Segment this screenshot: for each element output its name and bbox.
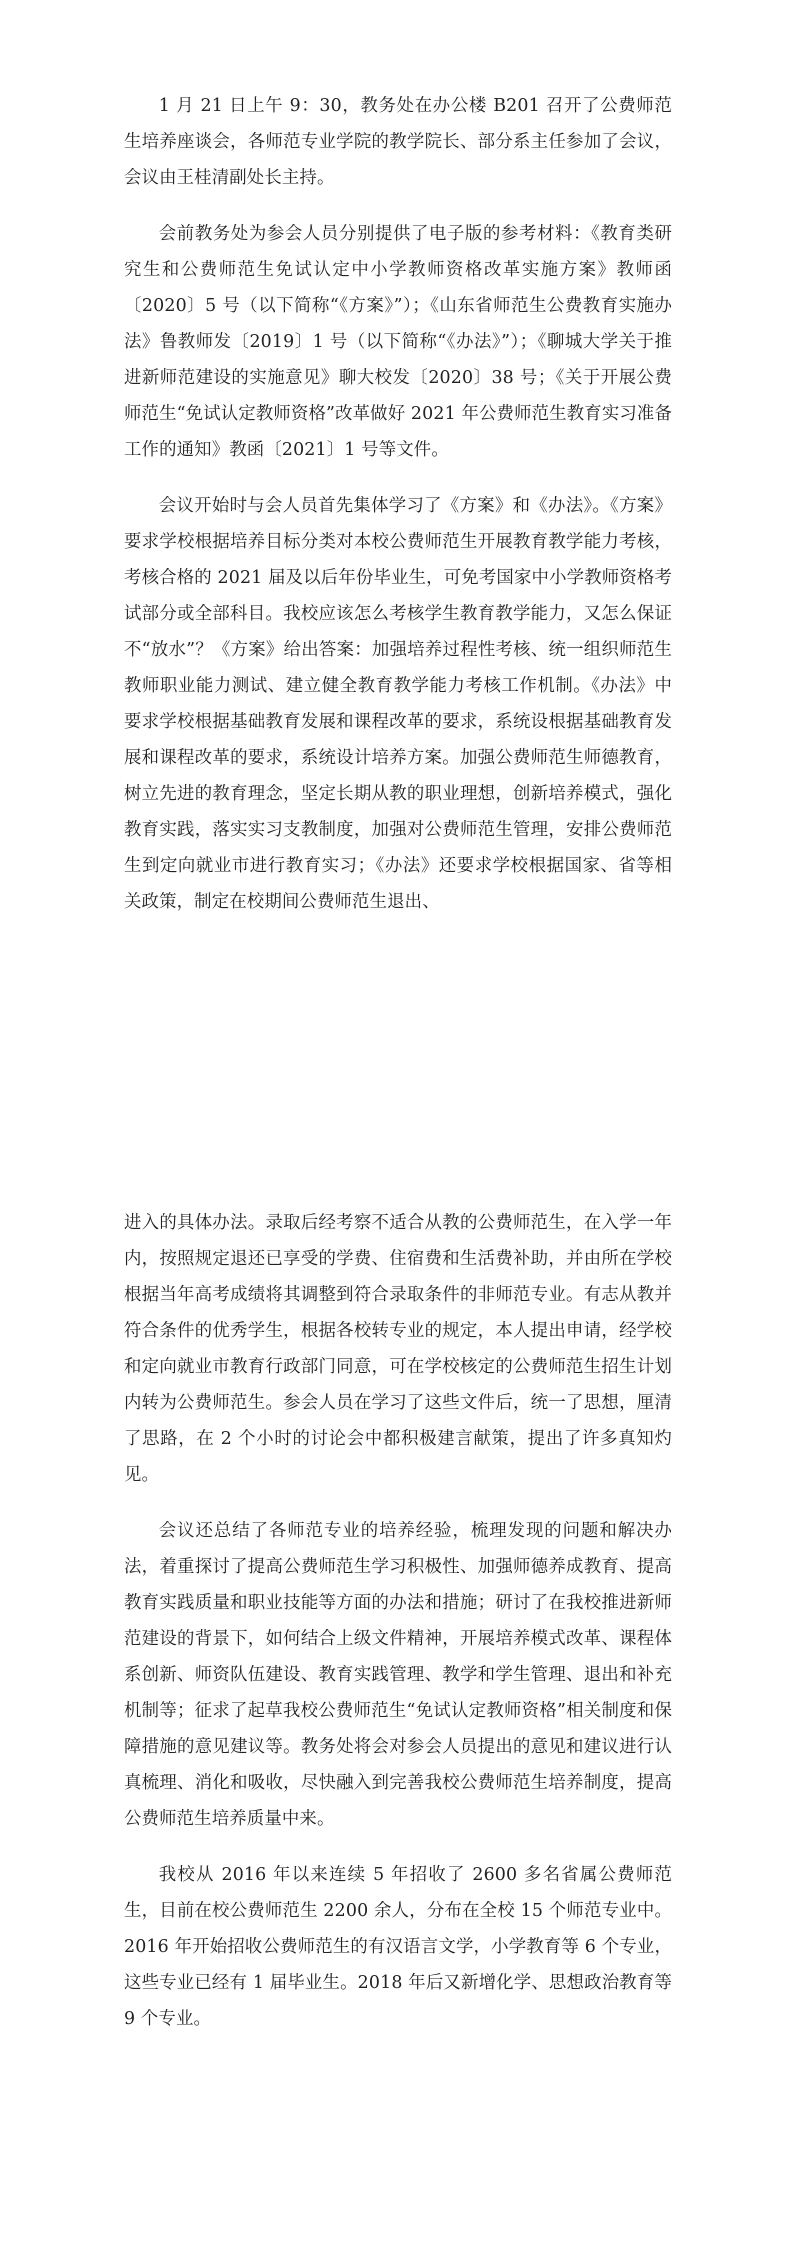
paragraph-document-study-continued: 进入的具体办法。录取后经考察不适合从教的公费师范生，在入学一年内，按照规定退还已享受的学费、住宿费和生活费补助，并由所在学校根据当年高考成绩将其调整到符合录取条件的非师范专业。有志从教并符合条件的优秀学生，根据各校转专业的规定，本人提出申请，经学校和定向就业市教育行政部门同意，可在学校核定的公费师范生招生计划内转为公费师范生。参会人员在学习了这些文件后，统一了思想，厘清了思路，在 2 个小时的讨论会中都积极建言献策，提出了许多真知灼见。 — [124, 1213, 672, 1485]
article-part-2 — [124, 1205, 672, 2057]
paragraph-reference-materials: 会前教务处为参会人员分别提供了电子版的参考材料：《教育类研究生和公费师范生免试认定中小学教师资格改革实施方案》教师函〔2020〕5 号（以下简称“《方案》”）；《山东省师范生公费教育实施办法》鲁教师发〔2019〕1 号（以下简称“《办法》”）；《聊城大学关于推进新师范建设的实施意见》聊大校发〔2020〕38 号；《关于开展公费师范生“免试认定教师资格”改革做好 2021 年公费师范生教育实习准备工作的通知》教函〔2021〕1 号等文件。 — [124, 224, 672, 460]
paragraph-document-study: 会议开始时与会人员首先集体学习了《方案》和《办法》。《方案》要求学校根据培养目标分类对本校公费师范生开展教育教学能力考核，考核合格的 2021 届及以后年份毕业生，可免考国家中小学教师资格考试部分或全部科目。我校应该怎么考核学生教育教学能力，又怎么保证不“放水”？《方案》给出答案：加强培养过程性考核、统一组织师范生教师职业能力测试、建立健全教育教学能力考核工作机制。《办法》中要求学校根据基础教育发展和课程改革的要求，系统设根据基础教育发展和课程改革的要求，系统设计培养方案。加强公费师范生师德教育，树立先进的教育理念，坚定长期从教的职业理想，创新培养模式，强化教育实践，落实实习支教制度，加强对公费师范生管理，安排公费师范生到定向就业市进行教育实习；《办法》还要求学校根据国家、省等相关政策，制定在校期间公费师范生退出、 — [124, 496, 672, 912]
paragraph-meeting-intro: 1 月 21 日上午 9：30，教务处在办公楼 B201 召开了公费师范生培养座谈会，各师范专业学院的教学院长、部分系主任参加了会议，会议由王桂清副处长主持。 — [124, 96, 672, 188]
paragraph-enrollment-stats: 我校从 2016 年以来连续 5 年招收了 2600 多名省属公费师范生，目前在校公费师范生 2200 余人，分布在全校 15 个师范专业中。2016 年开始招收公费师范生的有汉语言文学，小学教育等 6 个专业，这些专业已经有 1 届毕业生。2018 年后又新增化学、思想政治教育等 9 个专业。 — [124, 1865, 672, 2029]
article-part-1 — [124, 88, 672, 940]
paragraph-meeting-summary: 会议还总结了各师范专业的培养经验，梳理发现的问题和解决办法，着重探讨了提高公费师范生学习积极性、加强师德养成教育、提高教育实践质量和职业技能等方面的办法和措施；研讨了在我校推进新师范建设的背景下，如何结合上级文件精神，开展培养模式改革、课程体系创新、师资队伍建设、教育实践管理、教学和学生管理、退出和补充机制等；征求了起草我校公费师范生“免试认定教师资格”相关制度和保障措施的意见建议等。教务处将会对参会人员提出的意见和建议进行认真梳理、消化和吸收，尽快融入到完善我校公费师范生培养制度，提高公费师范生培养质量中来。 — [124, 1521, 672, 1829]
